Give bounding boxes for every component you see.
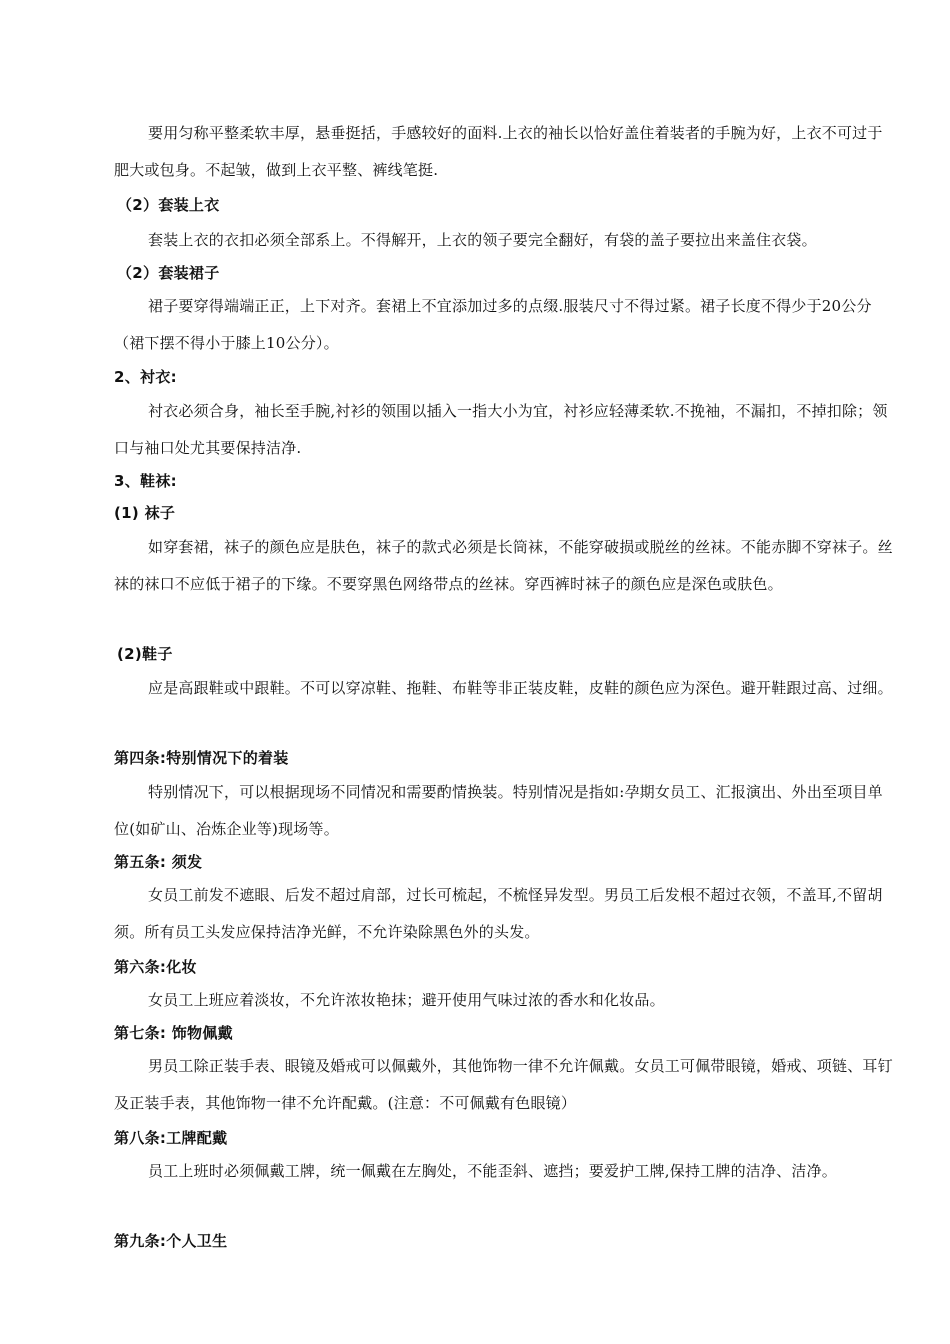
heading-shoes-socks: 3、鞋袜: — [114, 472, 177, 490]
heading-article-8: 第八条:工牌配戴 — [114, 1129, 228, 1147]
heading-suit-skirt: （2）套装裙子 — [117, 264, 220, 282]
paragraph-shirt — [114, 393, 894, 467]
paragraph-text: 衬衣必须合身，袖长至手腕,衬衫的领围以插入一指大小为宜，衬衫应轻薄柔软.不挽袖，不漏扣，不掉扣除；领口与袖口处尤其要保持洁净. — [114, 402, 888, 457]
paragraph-text: 女员工上班应着淡妆，不允许浓妆艳抹；避开使用气味过浓的香水和化妆品。 — [148, 991, 665, 1009]
heading-socks: (1) 袜子 — [114, 504, 176, 522]
heading-article-9: 第九条:个人卫生 — [114, 1232, 228, 1250]
paragraph-text: 裙子要穿得端端正正，上下对齐。套裙上不宜添加过多的点缀.服装尺寸不得过紧。裙子长度不得少于20公分（裙下摆不得小于膝上10公分）。 — [114, 297, 872, 352]
paragraph-suit-fabric — [114, 115, 894, 189]
paragraph-article-4 — [114, 774, 894, 848]
paragraph-suit-skirt — [114, 288, 894, 362]
paragraph-text: 员工上班时必须佩戴工牌，统一佩戴在左胸处，不能歪斜、遮挡；要爱护工牌,保持工牌的洁净、洁净。 — [148, 1162, 837, 1180]
paragraph-text: 应是高跟鞋或中跟鞋。不可以穿凉鞋、拖鞋、布鞋等非正装皮鞋，皮鞋的颜色应为深色。避开鞋跟过高、过细。 — [148, 679, 893, 697]
paragraph-text: 要用匀称平整柔软丰厚，悬垂挺括，手感较好的面料.上衣的袖长以恰好盖住着装者的手腕为好，上衣不可过于肥大或包身。不起皱，做到上衣平整、裤线笔挺. — [114, 124, 883, 179]
heading-shirt: 2、衬衣: — [114, 368, 177, 386]
paragraph-shoes — [114, 670, 894, 707]
heading-shoes: (2)鞋子 — [117, 645, 173, 663]
paragraph-text: 女员工前发不遮眼、后发不超过肩部，过长可梳起，不梳怪异发型。男员工后发根不超过衣领，不盖耳,不留胡须。所有员工头发应保持洁净光鲜，不允许染除黑色外的头发。 — [114, 886, 883, 941]
paragraph-article-7 — [114, 1048, 894, 1122]
paragraph-text: 男员工除正装手表、眼镜及婚戒可以佩戴外，其他饰物一律不允许佩戴。女员工可佩带眼镜，婚戒、项链、耳钉及正装手表，其他饰物一律不允许配戴。(注意：不可佩戴有色眼镜） — [114, 1057, 893, 1112]
heading-suit-jacket: （2）套装上衣 — [117, 196, 220, 214]
paragraph-text: 特别情况下，可以根据现场不同情况和需要酌情换装。特别情况是指如:孕期女员工、汇报演出、外出至项目单位(如矿山、冶炼企业等)现场等。 — [114, 783, 883, 838]
paragraph-suit-jacket — [114, 222, 894, 259]
paragraph-article-6 — [114, 982, 894, 1019]
heading-article-4: 第四条:特别情况下的着装 — [114, 749, 289, 767]
paragraph-socks — [114, 529, 894, 603]
paragraph-article-5 — [114, 877, 894, 951]
heading-article-6: 第六条:化妆 — [114, 958, 197, 976]
heading-article-5: 第五条: 须发 — [114, 853, 203, 871]
paragraph-article-8 — [114, 1153, 894, 1190]
paragraph-text: 如穿套裙，袜子的颜色应是肤色，袜子的款式必须是长筒袜，不能穿破损或脱丝的丝袜。不能赤脚不穿袜子。丝袜的袜口不应低于裙子的下缘。不要穿黑色网络带点的丝袜。穿西裤时袜子的颜色应是深色或肤色。 — [114, 538, 893, 593]
paragraph-text: 套装上衣的衣扣必须全部系上。不得解开，上衣的领子要完全翻好，有袋的盖子要拉出来盖住衣袋。 — [148, 231, 817, 249]
heading-article-7: 第七条: 饰物佩戴 — [114, 1024, 233, 1042]
